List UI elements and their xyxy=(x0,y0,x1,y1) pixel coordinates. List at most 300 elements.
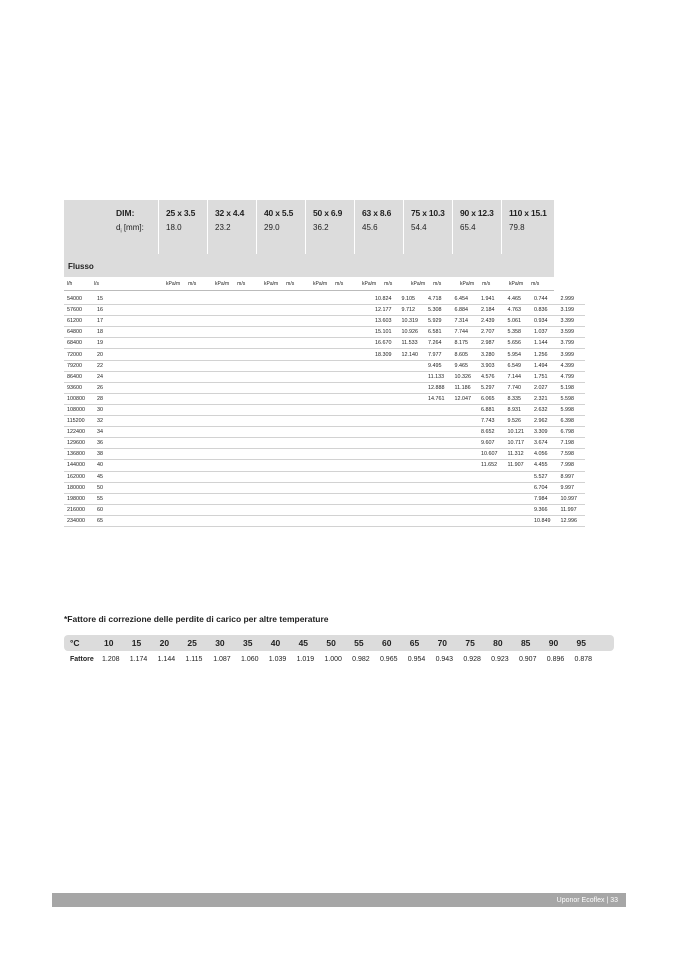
pressure-loss-cell xyxy=(161,504,188,515)
flow-lh-cell: 115200 xyxy=(64,416,97,427)
pressure-loss-cell xyxy=(479,515,506,526)
velocity-cell: 5.954 xyxy=(506,349,533,360)
velocity-cell xyxy=(241,382,268,393)
flow-lh-cell: 216000 xyxy=(64,504,97,515)
factor-cell: 0.954 xyxy=(407,655,426,663)
pressure-loss-cell xyxy=(267,504,294,515)
pressure-loss-cell: 6.881 xyxy=(479,404,506,415)
velocity-cell xyxy=(294,349,321,360)
velocity-cell xyxy=(241,482,268,493)
velocity-cell: 6.549 xyxy=(506,360,533,371)
factor-cell: 0.943 xyxy=(435,655,454,663)
velocity-cell xyxy=(294,393,321,404)
velocity-cell xyxy=(241,294,268,305)
unit-pair xyxy=(158,281,207,287)
pressure-loss-cell xyxy=(214,438,241,449)
flow-ls-cell: 19 xyxy=(97,338,161,349)
flow-lh-cell: 144000 xyxy=(64,460,97,471)
pressure-loss-cell xyxy=(214,349,241,360)
velocity-cell: 6.884 xyxy=(453,305,480,316)
pressure-loss-cell xyxy=(267,393,294,404)
velocity-cell xyxy=(453,404,480,415)
flow-lh-cell: 57600 xyxy=(64,305,97,316)
flow-ls-cell: 24 xyxy=(97,371,161,382)
pressure-loss-cell xyxy=(267,482,294,493)
pressure-loss-cell xyxy=(214,404,241,415)
pressure-loss-cell xyxy=(426,438,453,449)
velocity-cell xyxy=(453,438,480,449)
pressure-loss-cell xyxy=(320,427,347,438)
pressure-loss-cell: 8.652 xyxy=(479,427,506,438)
pressure-loss-cell xyxy=(267,438,294,449)
pressure-loss-cell xyxy=(214,360,241,371)
flow-ls-cell: 32 xyxy=(97,416,161,427)
pressure-loss-cell: 3.309 xyxy=(532,427,559,438)
velocity-cell: 7.744 xyxy=(453,327,480,338)
pressure-loss-cell xyxy=(161,294,188,305)
factor-label: Fattore xyxy=(70,655,94,663)
unit-kpa: kPa/m xyxy=(166,280,181,287)
temperature-cell: 50 xyxy=(326,638,336,648)
velocity-cell xyxy=(188,382,215,393)
pressure-loss-cell xyxy=(214,305,241,316)
inner-diameter: 29.0 xyxy=(264,223,280,232)
inner-diameter-label: $d_i$ [mm]: xyxy=(116,223,144,235)
pressure-loss-cell xyxy=(214,416,241,427)
factor-cell: 1.039 xyxy=(268,655,287,663)
pressure-loss-cell: 10.607 xyxy=(479,449,506,460)
factor-cell: 1.208 xyxy=(102,655,120,663)
flow-lh-cell: 100800 xyxy=(64,393,97,404)
pressure-loss-cell xyxy=(267,404,294,415)
flow-ls-cell: 60 xyxy=(97,504,161,515)
pressure-loss-cell xyxy=(214,504,241,515)
flow-ls-cell: 34 xyxy=(97,427,161,438)
pressure-loss-cell xyxy=(214,471,241,482)
pressure-loss-cell: 7.984 xyxy=(532,493,559,504)
pressure-loss-cell xyxy=(161,382,188,393)
pressure-loss-cell: 7.264 xyxy=(426,338,453,349)
pressure-loss-cell xyxy=(161,327,188,338)
velocity-cell xyxy=(347,460,374,471)
temperature-row xyxy=(64,635,614,651)
velocity-cell: 4.799 xyxy=(559,371,586,382)
data-rows xyxy=(64,294,585,527)
temperature-cell: 30 xyxy=(215,638,225,648)
pressure-loss-cell xyxy=(320,338,347,349)
velocity-cell: 5.358 xyxy=(506,327,533,338)
velocity-cell xyxy=(188,471,215,482)
pressure-loss-cell: 6.581 xyxy=(426,327,453,338)
pressure-loss-cell xyxy=(161,360,188,371)
factor-cell: 1.060 xyxy=(240,655,259,663)
pressure-loss-cell xyxy=(426,460,453,471)
temperature-cell: 95 xyxy=(576,638,587,648)
flow-ls-cell: 55 xyxy=(97,493,161,504)
unit-pair xyxy=(256,281,305,287)
pressure-loss-cell xyxy=(320,316,347,327)
velocity-cell xyxy=(241,515,268,526)
pressure-loss-cell xyxy=(214,327,241,338)
inner-diameter: 23.2 xyxy=(215,223,231,232)
velocity-cell xyxy=(506,504,533,515)
flow-lh-cell: 234000 xyxy=(64,515,97,526)
pressure-loss-cell xyxy=(161,371,188,382)
table-header xyxy=(64,200,554,277)
pressure-loss-cell xyxy=(426,471,453,482)
pipe-dimension: 50 x 6.9 xyxy=(313,208,343,218)
velocity-cell xyxy=(241,460,268,471)
table-row xyxy=(64,460,585,471)
pressure-loss-cell xyxy=(479,493,506,504)
pressure-loss-cell: 5.297 xyxy=(479,382,506,393)
velocity-cell xyxy=(506,482,533,493)
pressure-loss-cell xyxy=(161,404,188,415)
pressure-loss-cell: 10.849 xyxy=(532,515,559,526)
pressure-loss-cell xyxy=(161,515,188,526)
unit-ms: m/s xyxy=(237,280,246,287)
pressure-loss-cell: 10.824 xyxy=(373,294,400,305)
temperature-cell: 25 xyxy=(187,638,197,648)
pipe-dimension: 40 x 5.5 xyxy=(264,208,294,218)
velocity-cell xyxy=(241,416,268,427)
velocity-cell xyxy=(400,427,427,438)
velocity-cell xyxy=(294,449,321,460)
unit-ms: m/s xyxy=(482,280,491,287)
pressure-loss-cell: 5.527 xyxy=(532,471,559,482)
flow-lh-cell: 162000 xyxy=(64,471,97,482)
pressure-loss-cell xyxy=(161,338,188,349)
table-row xyxy=(64,404,585,415)
dim-label: DIM: xyxy=(116,208,135,218)
flow-ls-cell: 65 xyxy=(97,515,161,526)
flow-ls-cell: 28 xyxy=(97,393,161,404)
velocity-cell xyxy=(188,393,215,404)
pressure-loss-cell xyxy=(214,294,241,305)
factor-cell: 0.928 xyxy=(463,655,481,663)
velocity-cell: 10.121 xyxy=(506,427,533,438)
velocity-cell: 12.047 xyxy=(453,393,480,404)
pressure-loss-cell: 1.494 xyxy=(532,360,559,371)
pressure-loss-cell xyxy=(479,504,506,515)
pipe-dimension: 75 x 10.3 xyxy=(411,208,445,218)
unit-kpa: kPa/m xyxy=(411,280,426,287)
pressure-loss-cell xyxy=(161,305,188,316)
velocity-cell xyxy=(453,504,480,515)
velocity-cell: 5.198 xyxy=(559,382,586,393)
factor-cell: 0.896 xyxy=(546,655,565,663)
pressure-loss-cell xyxy=(267,360,294,371)
temperature-cell: 70 xyxy=(437,638,448,648)
velocity-cell xyxy=(347,316,374,327)
velocity-cell xyxy=(347,393,374,404)
velocity-cell xyxy=(453,449,480,460)
table-row xyxy=(64,416,585,427)
velocity-cell: 9.997 xyxy=(559,482,586,493)
velocity-cell xyxy=(400,515,427,526)
velocity-cell: 11.907 xyxy=(506,460,533,471)
velocity-cell xyxy=(400,393,427,404)
velocity-cell xyxy=(241,316,268,327)
velocity-cell xyxy=(453,515,480,526)
flow-lh-cell: 61200 xyxy=(64,316,97,327)
velocity-cell: 10.326 xyxy=(453,371,480,382)
pressure-loss-cell: 5.308 xyxy=(426,305,453,316)
flow-ls-cell: 36 xyxy=(97,438,161,449)
unit-pair xyxy=(354,281,403,287)
flow-lh-cell: 198000 xyxy=(64,493,97,504)
velocity-cell xyxy=(188,294,215,305)
unit-ms: m/s xyxy=(286,280,295,287)
velocity-cell: 11.312 xyxy=(506,449,533,460)
velocity-cell xyxy=(188,416,215,427)
velocity-cell xyxy=(188,515,215,526)
table-row xyxy=(64,449,585,460)
flow-ls-cell: 17 xyxy=(97,316,161,327)
velocity-cell xyxy=(347,427,374,438)
velocity-cell xyxy=(294,504,321,515)
velocity-cell: 2.999 xyxy=(559,294,586,305)
pressure-loss-cell xyxy=(373,493,400,504)
velocity-cell xyxy=(347,382,374,393)
temperature-cell: 20 xyxy=(159,638,170,648)
velocity-cell xyxy=(294,382,321,393)
pressure-loss-cell xyxy=(426,482,453,493)
velocity-cell: 4.763 xyxy=(506,305,533,316)
velocity-cell xyxy=(400,504,427,515)
pressure-loss-cell xyxy=(373,471,400,482)
pressure-loss-cell: 11.133 xyxy=(426,371,453,382)
pressure-loss-cell xyxy=(320,460,347,471)
velocity-cell xyxy=(188,438,215,449)
temperature-cell: 35 xyxy=(242,638,253,648)
factor-cell: 1.115 xyxy=(185,655,203,663)
factor-cell: 0.907 xyxy=(518,655,537,663)
pressure-loss-cell xyxy=(267,493,294,504)
pipe-size-column xyxy=(452,200,501,254)
velocity-cell xyxy=(347,482,374,493)
pressure-loss-cell xyxy=(426,515,453,526)
pressure-loss-cell: 4.455 xyxy=(532,460,559,471)
flow-lh-cell: 79200 xyxy=(64,360,97,371)
factor-cell: 1.144 xyxy=(157,655,176,663)
pressure-loss-cell: 2.184 xyxy=(479,305,506,316)
velocity-cell xyxy=(347,327,374,338)
pressure-loss-cell: 0.934 xyxy=(532,316,559,327)
flow-lh-cell: 108000 xyxy=(64,404,97,415)
pressure-loss-cell xyxy=(320,482,347,493)
pressure-loss-cell: 3.903 xyxy=(479,360,506,371)
velocity-cell: 11.186 xyxy=(453,382,480,393)
pressure-loss-cell: 3.674 xyxy=(532,438,559,449)
velocity-cell xyxy=(188,460,215,471)
velocity-cell: 3.599 xyxy=(559,327,586,338)
pressure-loss-cell xyxy=(426,416,453,427)
pressure-loss-cell xyxy=(373,393,400,404)
flow-lh-cell: 129600 xyxy=(64,438,97,449)
pressure-loss-cell xyxy=(320,438,347,449)
velocity-cell xyxy=(188,360,215,371)
velocity-cell: 4.399 xyxy=(559,360,586,371)
pressure-loss-cell xyxy=(267,349,294,360)
pressure-loss-cell xyxy=(161,471,188,482)
velocity-cell xyxy=(241,449,268,460)
velocity-cell xyxy=(188,504,215,515)
velocity-cell: 4.465 xyxy=(506,294,533,305)
flow-lh-cell: 93600 xyxy=(64,382,97,393)
unit-kpa: kPa/m xyxy=(509,280,524,287)
pressure-loss-cell: 7.743 xyxy=(479,416,506,427)
pressure-loss-cell xyxy=(267,471,294,482)
velocity-cell xyxy=(453,427,480,438)
unit-pair xyxy=(305,281,354,287)
pressure-loss-cell xyxy=(426,404,453,415)
velocity-cell xyxy=(506,515,533,526)
pressure-loss-cell xyxy=(320,416,347,427)
pressure-loss-cell xyxy=(267,327,294,338)
factor-cell: 1.019 xyxy=(296,655,315,663)
pressure-loss-cell: 2.707 xyxy=(479,327,506,338)
pressure-loss-cell xyxy=(373,404,400,415)
velocity-cell xyxy=(241,471,268,482)
velocity-cell xyxy=(347,371,374,382)
pressure-loss-cell: 6.704 xyxy=(532,482,559,493)
velocity-cell xyxy=(347,404,374,415)
pressure-loss-cell xyxy=(373,438,400,449)
velocity-cell xyxy=(506,493,533,504)
inner-diameter: 79.8 xyxy=(509,223,525,232)
pressure-loss-cell xyxy=(320,294,347,305)
pressure-loss-cell: 5.929 xyxy=(426,316,453,327)
pressure-loss-cell xyxy=(214,316,241,327)
velocity-cell xyxy=(294,438,321,449)
pressure-loss-cell xyxy=(320,327,347,338)
velocity-cell xyxy=(400,382,427,393)
temperature-cell: 65 xyxy=(409,638,420,648)
pressure-loss-cell xyxy=(267,460,294,471)
velocity-cell: 7.998 xyxy=(559,460,586,471)
pressure-loss-cell xyxy=(320,471,347,482)
table-row xyxy=(64,316,585,327)
table-row xyxy=(64,371,585,382)
velocity-cell xyxy=(347,294,374,305)
unit-pair xyxy=(403,281,452,287)
factor-row xyxy=(64,651,614,667)
velocity-cell xyxy=(400,371,427,382)
flow-lh-cell: 54000 xyxy=(64,294,97,305)
pressure-loss-cell xyxy=(267,449,294,460)
velocity-cell xyxy=(400,493,427,504)
pressure-loss-cell xyxy=(161,427,188,438)
velocity-cell xyxy=(241,360,268,371)
velocity-cell: 7.198 xyxy=(559,438,586,449)
pressure-loss-cell xyxy=(161,482,188,493)
pressure-loss-cell xyxy=(373,416,400,427)
unit-ms: m/s xyxy=(384,280,393,287)
velocity-cell: 6.398 xyxy=(559,416,586,427)
table-row xyxy=(64,438,585,449)
inner-diameter: 45.6 xyxy=(362,223,378,232)
velocity-cell: 12.996 xyxy=(559,515,586,526)
velocity-cell: 9.465 xyxy=(453,360,480,371)
velocity-cell: 10.717 xyxy=(506,438,533,449)
velocity-cell: 7.314 xyxy=(453,316,480,327)
pressure-loss-cell xyxy=(267,371,294,382)
velocity-cell xyxy=(400,360,427,371)
pressure-loss-cell xyxy=(373,371,400,382)
velocity-cell xyxy=(188,404,215,415)
velocity-cell xyxy=(188,482,215,493)
pressure-loss-cell xyxy=(267,382,294,393)
pressure-loss-cell: 9.495 xyxy=(426,360,453,371)
flow-ls-cell: 18 xyxy=(97,327,161,338)
velocity-cell: 8.997 xyxy=(559,471,586,482)
velocity-cell xyxy=(188,449,215,460)
velocity-cell: 8.335 xyxy=(506,393,533,404)
pressure-loss-cell xyxy=(214,382,241,393)
table-row xyxy=(64,327,585,338)
velocity-cell xyxy=(400,438,427,449)
velocity-cell xyxy=(400,416,427,427)
correction-title: *Fattore di correzione delle perdite di carico per altre temperature xyxy=(64,614,329,624)
pressure-loss-cell: 1.751 xyxy=(532,371,559,382)
temperature-cell: 85 xyxy=(520,638,531,648)
pressure-loss-cell xyxy=(267,305,294,316)
pressure-loss-cell xyxy=(320,360,347,371)
pressure-loss-cell: 16.670 xyxy=(373,338,400,349)
table-row xyxy=(64,471,585,482)
flow-ls-cell: 38 xyxy=(97,449,161,460)
pipe-size-column xyxy=(403,200,452,254)
inner-diameter: 54.4 xyxy=(411,223,427,232)
velocity-cell: 11.997 xyxy=(559,504,586,515)
velocity-cell xyxy=(188,327,215,338)
temperature-cell: 80 xyxy=(493,638,503,648)
velocity-cell xyxy=(453,460,480,471)
table-row xyxy=(64,504,585,515)
velocity-cell xyxy=(188,316,215,327)
velocity-cell xyxy=(241,493,268,504)
pressure-loss-cell: 2.962 xyxy=(532,416,559,427)
velocity-cell xyxy=(294,515,321,526)
velocity-cell xyxy=(188,427,215,438)
pressure-loss-cell xyxy=(267,416,294,427)
pressure-loss-cell: 2.027 xyxy=(532,382,559,393)
velocity-cell: 9.526 xyxy=(506,416,533,427)
velocity-cell xyxy=(241,393,268,404)
pipe-size-column xyxy=(501,200,550,254)
pressure-loss-cell xyxy=(373,360,400,371)
velocity-cell xyxy=(294,460,321,471)
pressure-loss-cell xyxy=(320,305,347,316)
flow-ls-cell: 50 xyxy=(97,482,161,493)
unit-kpa: kPa/m xyxy=(264,280,279,287)
pressure-loss-cell: 4.718 xyxy=(426,294,453,305)
flow-label: Flusso xyxy=(68,262,94,271)
velocity-cell: 10.319 xyxy=(400,316,427,327)
velocity-cell: 7.144 xyxy=(506,371,533,382)
velocity-cell: 8.175 xyxy=(453,338,480,349)
inner-diameter: 18.0 xyxy=(166,223,182,232)
pressure-loss-cell xyxy=(320,515,347,526)
pressure-loss-cell: 2.987 xyxy=(479,338,506,349)
velocity-cell: 8.605 xyxy=(453,349,480,360)
velocity-cell xyxy=(241,438,268,449)
velocity-cell xyxy=(347,493,374,504)
velocity-cell xyxy=(294,294,321,305)
velocity-cell xyxy=(241,305,268,316)
velocity-cell: 9.712 xyxy=(400,305,427,316)
